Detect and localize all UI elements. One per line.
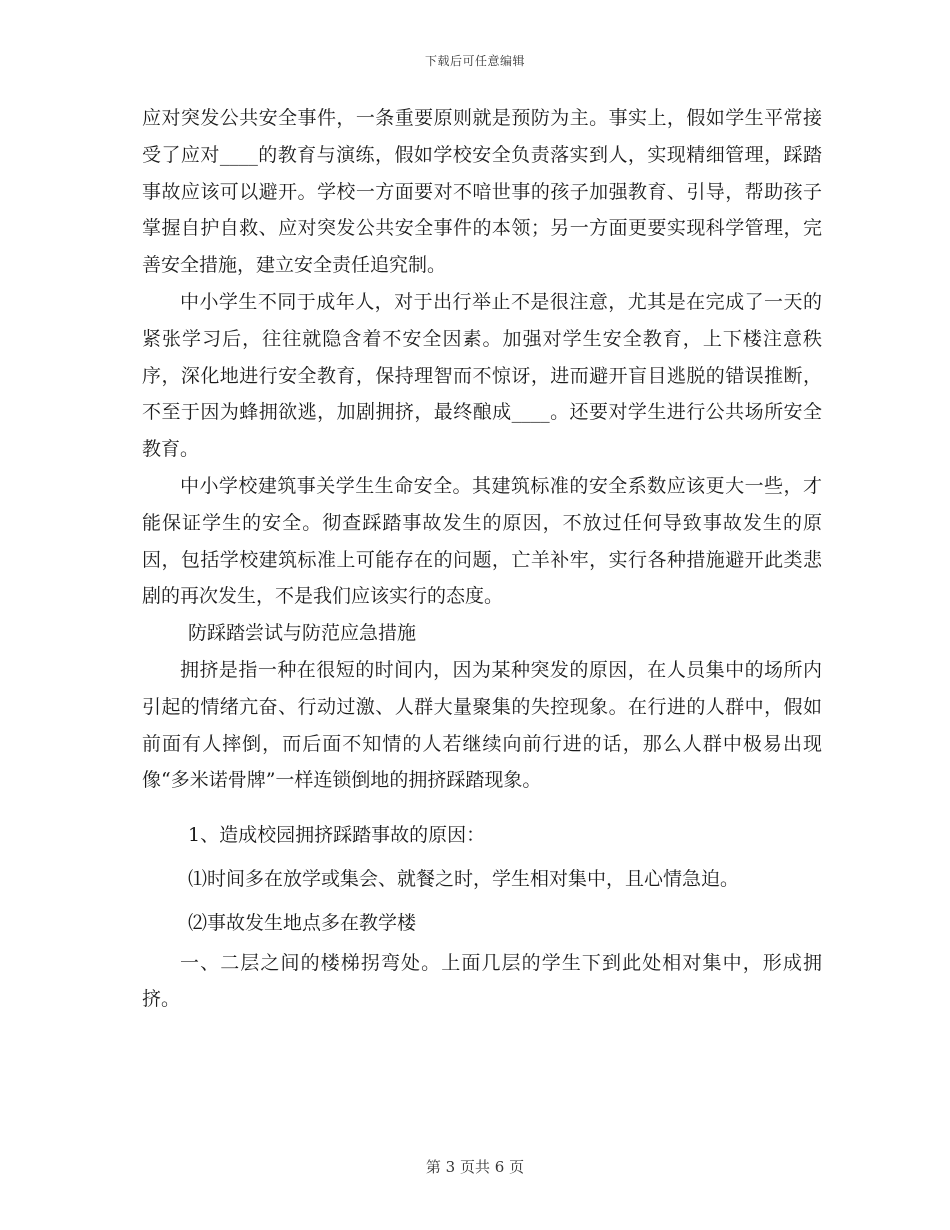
paragraph-stairs: 一、二层之间的楼梯拐弯处。上面几层的学生下到此处相对集中，形成拥挤。 [142, 952, 822, 1011]
paragraph-building-standards: 中小学校建筑事关学生生命安全。其建筑标准的安全系数应该更大一些，才能保证学生的安全。彻查踩踏事故发生的原因，不放过任何导致事故发生的原因，包括学校建筑标准上可能存在的问题，亡羊补牢，实行各种措施避开此类悲剧的再次发生，不是我们应该实行的态度。 [142, 474, 822, 608]
causes-list [142, 813, 822, 1017]
page-header: 下载后可任意编辑 [424, 54, 525, 68]
paragraph-prevention: 应对突发公共安全事件，一条重要原则就是预防为主。事实上，假如学生平常接受了应对____的教育与演练，假如学校安全负责落实到人，实现精细管理，踩踏事故应该可以避开。学校一方面要对不喑世事的孩子加强教育、引导，帮助孩子掌握自护自救、应对突发公共安全事件的本领；另一方面更要实现科学管理，完善安全措施，建立安全责任追究制。 [142, 107, 822, 277]
list-item-time: ⑴时间多在放学或集会、就餐之时，学生相对集中，且心情急迫。 [188, 868, 740, 891]
page-number: 第 3 页共 6 页 [425, 1158, 525, 1176]
paragraph-students-safety: 中小学生不同于成年人，对于出行举止不是很注意，尤其是在完成了一天的紧张学习后，往往就隐含着不安全因素。加强对学生安全教育，上下楼注意秩序，深化地进行安全教育，保持理智而不惊讶，进而避开盲目逃脱的错误推断，不至于因为蜂拥欲逃，加剧拥挤，最终酿成____。还要对学生进行公共场所安全教育。 [142, 290, 822, 461]
list-heading: 1、造成校园拥挤踩踏事故的原因： [188, 824, 486, 847]
section-heading: 防踩踏尝试与防范应急措施 [188, 622, 417, 645]
document-body [142, 100, 822, 1017]
list-item-location: ⑵事故发生地点多在教学楼 [188, 912, 417, 935]
paragraph-crowding-definition: 拥挤是指一种在很短的时间内，因为某种突发的原因，在人员集中的场所内引起的情绪亢奋、行动过激、人群大量聚集的失控现象。在行进的人群中，假如前面有人摔倒，而后面不知情的人若继续向前行进的话，那么人群中极易出现像“多米诺骨牌”一样连锁倒地的拥挤踩踏现象。 [142, 658, 822, 792]
